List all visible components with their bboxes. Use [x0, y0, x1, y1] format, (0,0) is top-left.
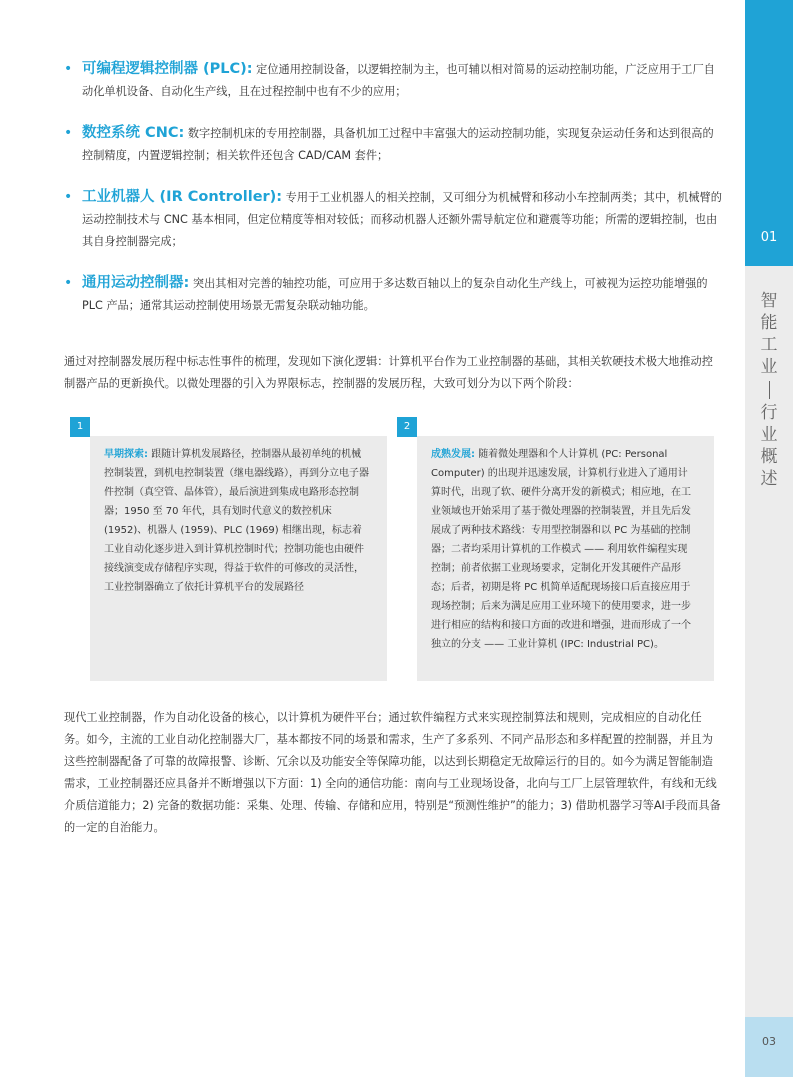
chapter-title-char: 业 — [760, 425, 778, 445]
bullet-term: 工业机器人 (IR Controller): — [82, 189, 283, 205]
bullet-term: 可编程逻辑控制器 (PLC): — [82, 61, 253, 77]
stage-label: 成熟发展: — [431, 449, 475, 460]
chapter-title-char: 行 — [760, 403, 778, 423]
stage-text: 随着微处理器和个人计算机 (PC: Personal Computer) 的出现并迅速发展，计算机行业进入了通用计算时代，出现了软、硬件分离开发的新模式；相应地，在工业领域也开始采用了基于微处理器的控制装置，并且先后发展成了两种技术路线：专用型控制器和以 PC 为基础的控制器；二者均采用计算机的工作模式 —— 利用软件编程实现控制；前者依据工业现场要求，定制化开发其硬件产品形态；后者，初期是将 PC 机简单适配现场接口后直接应用于现场控制；后来为满足应用工业环境下的使用要求，进一步进行相应的结构和接口方面的改进和增强，进而形成了一个独立的分支 —— 工业计算机 (IPC: Industrial PC)。 — [431, 449, 691, 650]
stage-number-badge: 1 — [70, 417, 90, 437]
bullet-text: 定位通用控制设备，以逻辑控制为主，也可辅以相对简易的运动控制功能，广泛应用于工厂自动化单机设备、自动化生产线，且在过程控制中也有不少的应用； — [82, 63, 715, 98]
chapter-title-char: 智 — [760, 291, 778, 311]
bullet-text: 专用于工业机器人的相关控制，又可细分为机械臂和移动小车控制两类；其中，机械臂的运动控制技术与 CNC 基本相同，但定位精度等相对较低；而移动机器人还额外需导航定位和避震等功能；所需的逻辑控制，也由其自身控制器完成； — [82, 191, 722, 248]
chapter-number: 01 — [760, 230, 778, 245]
chapter-sidebar — [745, 0, 793, 1077]
stage-text: 跟随计算机发展路径，控制器从最初单纯的机械控制装置，到机电控制装置（继电器线路），再到分立电子器件控制（真空管、晶体管），最后演进到集成电路形态控制器；1950 至 70 年代，具有划时代意义的数控机床 (1952)、机器人 (1959)、PLC (1969) 相继出现，标志着工业自动化逐步进入到计算机控制时代；控制功能也由硬件接线演变成存储程序实现，得益于软件的可修改的灵活性，工业控制器确立了依托计算机平台的发展路径 — [104, 449, 369, 593]
chapter-title — [745, 290, 793, 490]
conclusion-paragraph: 现代工业控制器，作为自动化设备的核心，以计算机为硬件平台；通过软件编程方式来实现控制算法和规则，完成相应的自动化任务。如今，主流的工业自动化控制器大厂，基本都按不同的场景和需求，生产了多系列、不同产品形态和多样配置的控制器，并且为这些控制器配备了可靠的故障报警、诊断、冗余以及功能安全等保障功能，以达到长期稳定无故障运行的目的。如今为满足智能制造需求，工业控制器还应具备并不断增强以下方面：1) 全向的通信功能：南向与工业现场设备，北向与工厂上层管理软件，有线和无线介质信道能力；2) 完备的数据功能：采集、处理、传输、存储和应用，特别是“预测性维护”的能力；3) 借助机器学习等AI手段而具备的一定的自治能力。 — [64, 711, 721, 834]
page-number: 03 — [762, 1035, 776, 1048]
bullet-icon: • — [64, 125, 73, 141]
bullet-text: 突出其相对完善的轴控功能，可应用于多达数百轴以上的复杂自动化生产线上，可被视为运控功能增强的 PLC 产品；通常其运动控制使用场景无需复杂联动轴功能。 — [82, 277, 708, 312]
list-item — [64, 58, 724, 103]
stage-box-early — [90, 436, 387, 681]
list-item — [64, 186, 724, 253]
chapter-title-char: 业 — [760, 357, 778, 377]
bullet-icon: • — [64, 61, 73, 77]
bullet-text: 数字控制机床的专用控制器，具备机加工过程中丰富强大的运动控制功能，实现复杂运动任务和达到很高的控制精度，内置逻辑控制；相关软件还包含 CAD/CAM 套件； — [82, 127, 714, 162]
stage-number-badge: 2 — [397, 417, 417, 437]
list-item — [64, 272, 724, 317]
stage-box-mature — [417, 436, 714, 681]
chapter-title-char: 能 — [760, 313, 778, 333]
chapter-title-char: 述 — [760, 469, 778, 489]
intro-paragraph: 通过对控制器发展历程中标志性事件的梳理，发现如下演化逻辑：计算机平台作为工业控制器的基础，其相关软硬技术极大地推动控制器产品的更新换代。以微处理器的引入为界限标志，控制器的发展历程，大致可划分为以下两个阶段： — [64, 355, 713, 390]
bullet-icon: • — [64, 189, 73, 205]
chapter-title-char: 工 — [760, 335, 778, 355]
list-item — [64, 122, 724, 167]
bullet-term: 数控系统 CNC: — [82, 125, 185, 141]
controller-type-list — [64, 58, 724, 336]
chapter-tab — [745, 0, 793, 266]
bullet-term: 通用运动控制器: — [82, 275, 190, 291]
title-separator — [769, 381, 770, 399]
stage-label: 早期探索: — [104, 449, 148, 460]
bullet-icon: • — [64, 275, 73, 291]
chapter-title-char: 概 — [760, 447, 778, 467]
